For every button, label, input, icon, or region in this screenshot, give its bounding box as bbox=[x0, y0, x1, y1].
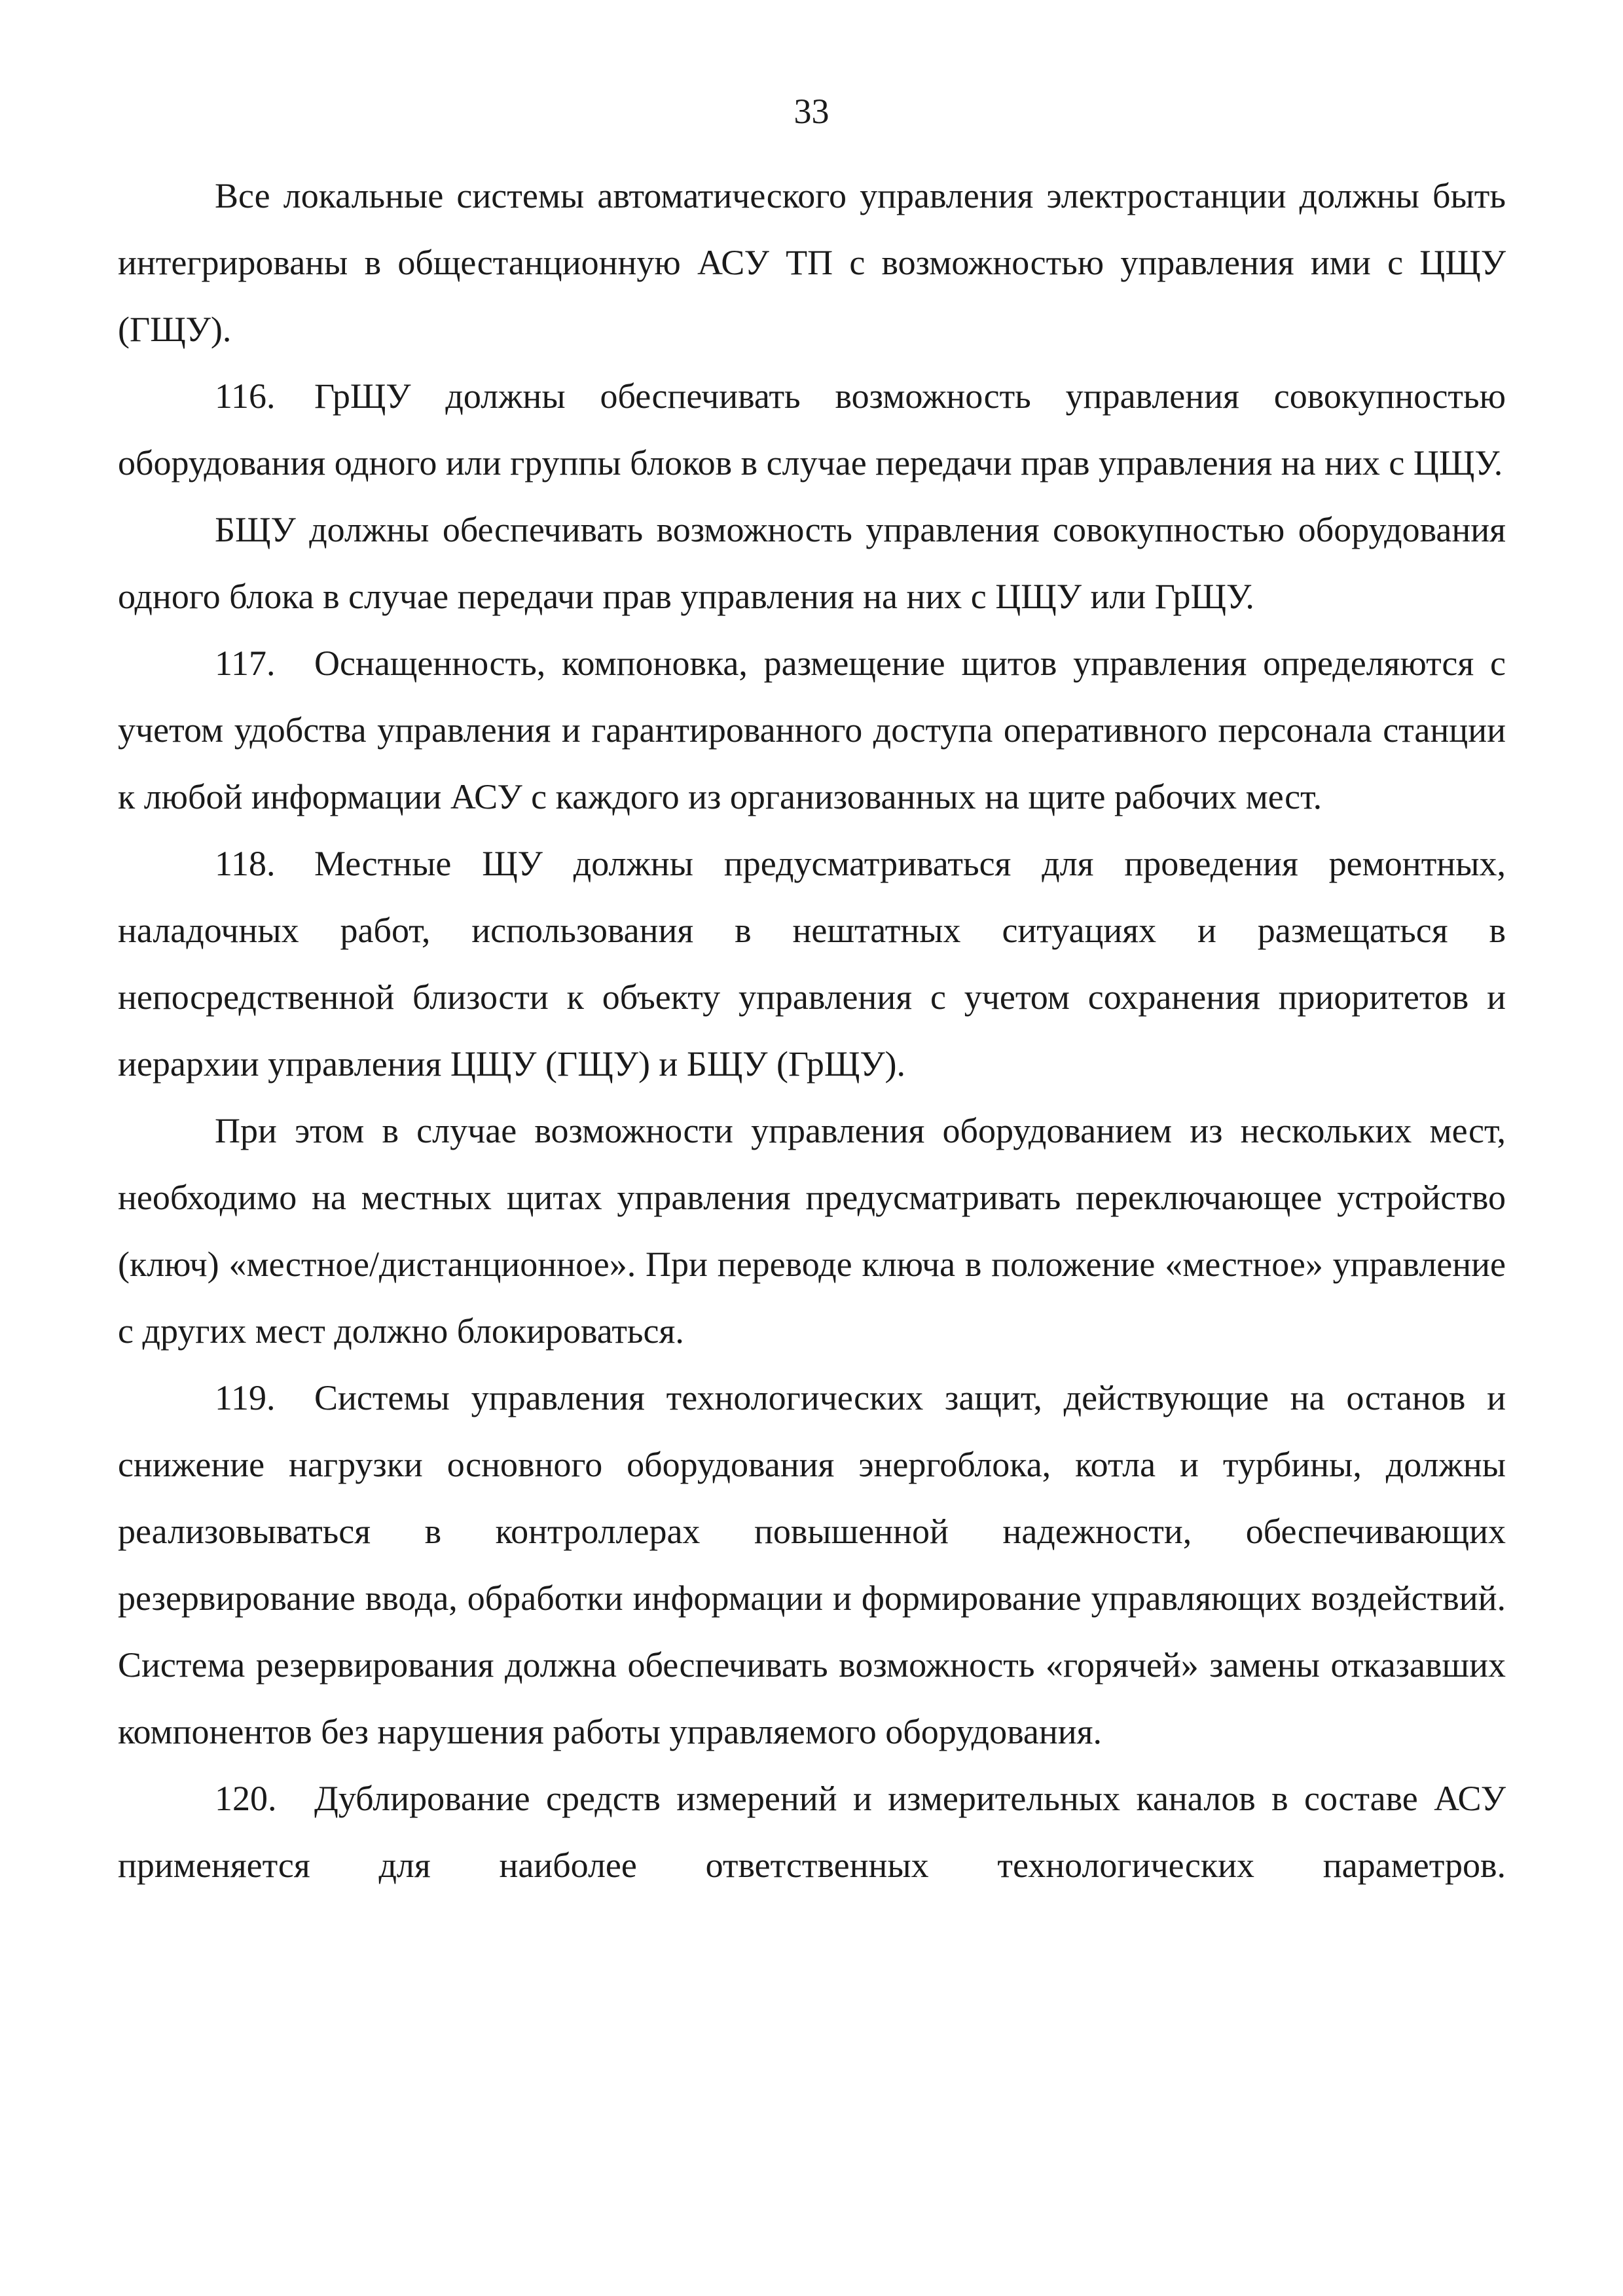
paragraph-118 bbox=[118, 830, 1506, 1097]
paragraph-number: 120. bbox=[215, 1779, 277, 1818]
page-number: 33 bbox=[793, 92, 830, 131]
paragraph-intro bbox=[118, 162, 1506, 363]
paragraph-number: 117. bbox=[215, 644, 276, 683]
paragraph-number: 119. bbox=[215, 1378, 276, 1417]
paragraph-116 bbox=[118, 363, 1506, 496]
paragraph-switch bbox=[118, 1097, 1506, 1364]
paragraph-text: При этом в случае возможности управления оборудованием из нескольких мест, необходимо на местных щитах управления предусматривать переключающее устройство (ключ) «местное/дистанционное». При переводе ключа в положение «местное» управление с других мест должно блокироваться. bbox=[118, 1111, 1506, 1351]
paragraph-text: Дублирование средств измерений и измерительных каналов в составе АСУ применяется для наиболее ответственных технологических параметров. bbox=[118, 1779, 1506, 1885]
paragraph-text: Системы управления технологических защит, действующие на останов и снижение нагрузки основного оборудования энергоблока, котла и турбины, должны реализовываться в контроллерах повышенной надежности, обеспечивающих резервирование ввода, обработки информации и формирование управляющих воздействий. Система резервирования должна обеспечивать возможность «горячей» замены отказавших компонентов без нарушения работы управляемого оборудования. bbox=[118, 1378, 1506, 1751]
paragraph-117 bbox=[118, 630, 1506, 830]
paragraph-text: ГрЩУ должны обеспечивать возможность управления совокупностью оборудования одного или группы блоков в случае передачи прав управления на них с ЦЩУ. bbox=[118, 376, 1506, 483]
paragraph-text: Оснащенность, компоновка, размещение щитов управления определяются с учетом удобства управления и гарантированного доступа оперативного персонала станции к любой информации АСУ с каждого из организованных на щите рабочих мест. bbox=[118, 644, 1506, 816]
paragraph-number: 118. bbox=[215, 844, 276, 883]
paragraph-number: 116. bbox=[215, 376, 276, 416]
paragraph-text: Местные ЩУ должны предусматриваться для проведения ремонтных, наладочных работ, использования в нештатных ситуациях и размещаться в непосредственной близости к объекту управления с учетом сохранения приоритетов и иерархии управления ЦЩУ (ГЩУ) и БЩУ (ГрЩУ). bbox=[118, 844, 1506, 1084]
paragraph-120 bbox=[118, 1765, 1506, 1899]
paragraph-bshu bbox=[118, 496, 1506, 630]
paragraph-119 bbox=[118, 1364, 1506, 1765]
document-body bbox=[118, 162, 1506, 1899]
paragraph-text: Все локальные системы автоматического управления электростанции должны быть интегрированы в общестанционную АСУ ТП с возможностью управления ими с ЦЩУ (ГЩУ). bbox=[118, 176, 1506, 349]
paragraph-text: БЩУ должны обеспечивать возможность управления совокупностью оборудования одного блока в случае передачи прав управления на них с ЦЩУ или ГрЩУ. bbox=[118, 510, 1506, 616]
